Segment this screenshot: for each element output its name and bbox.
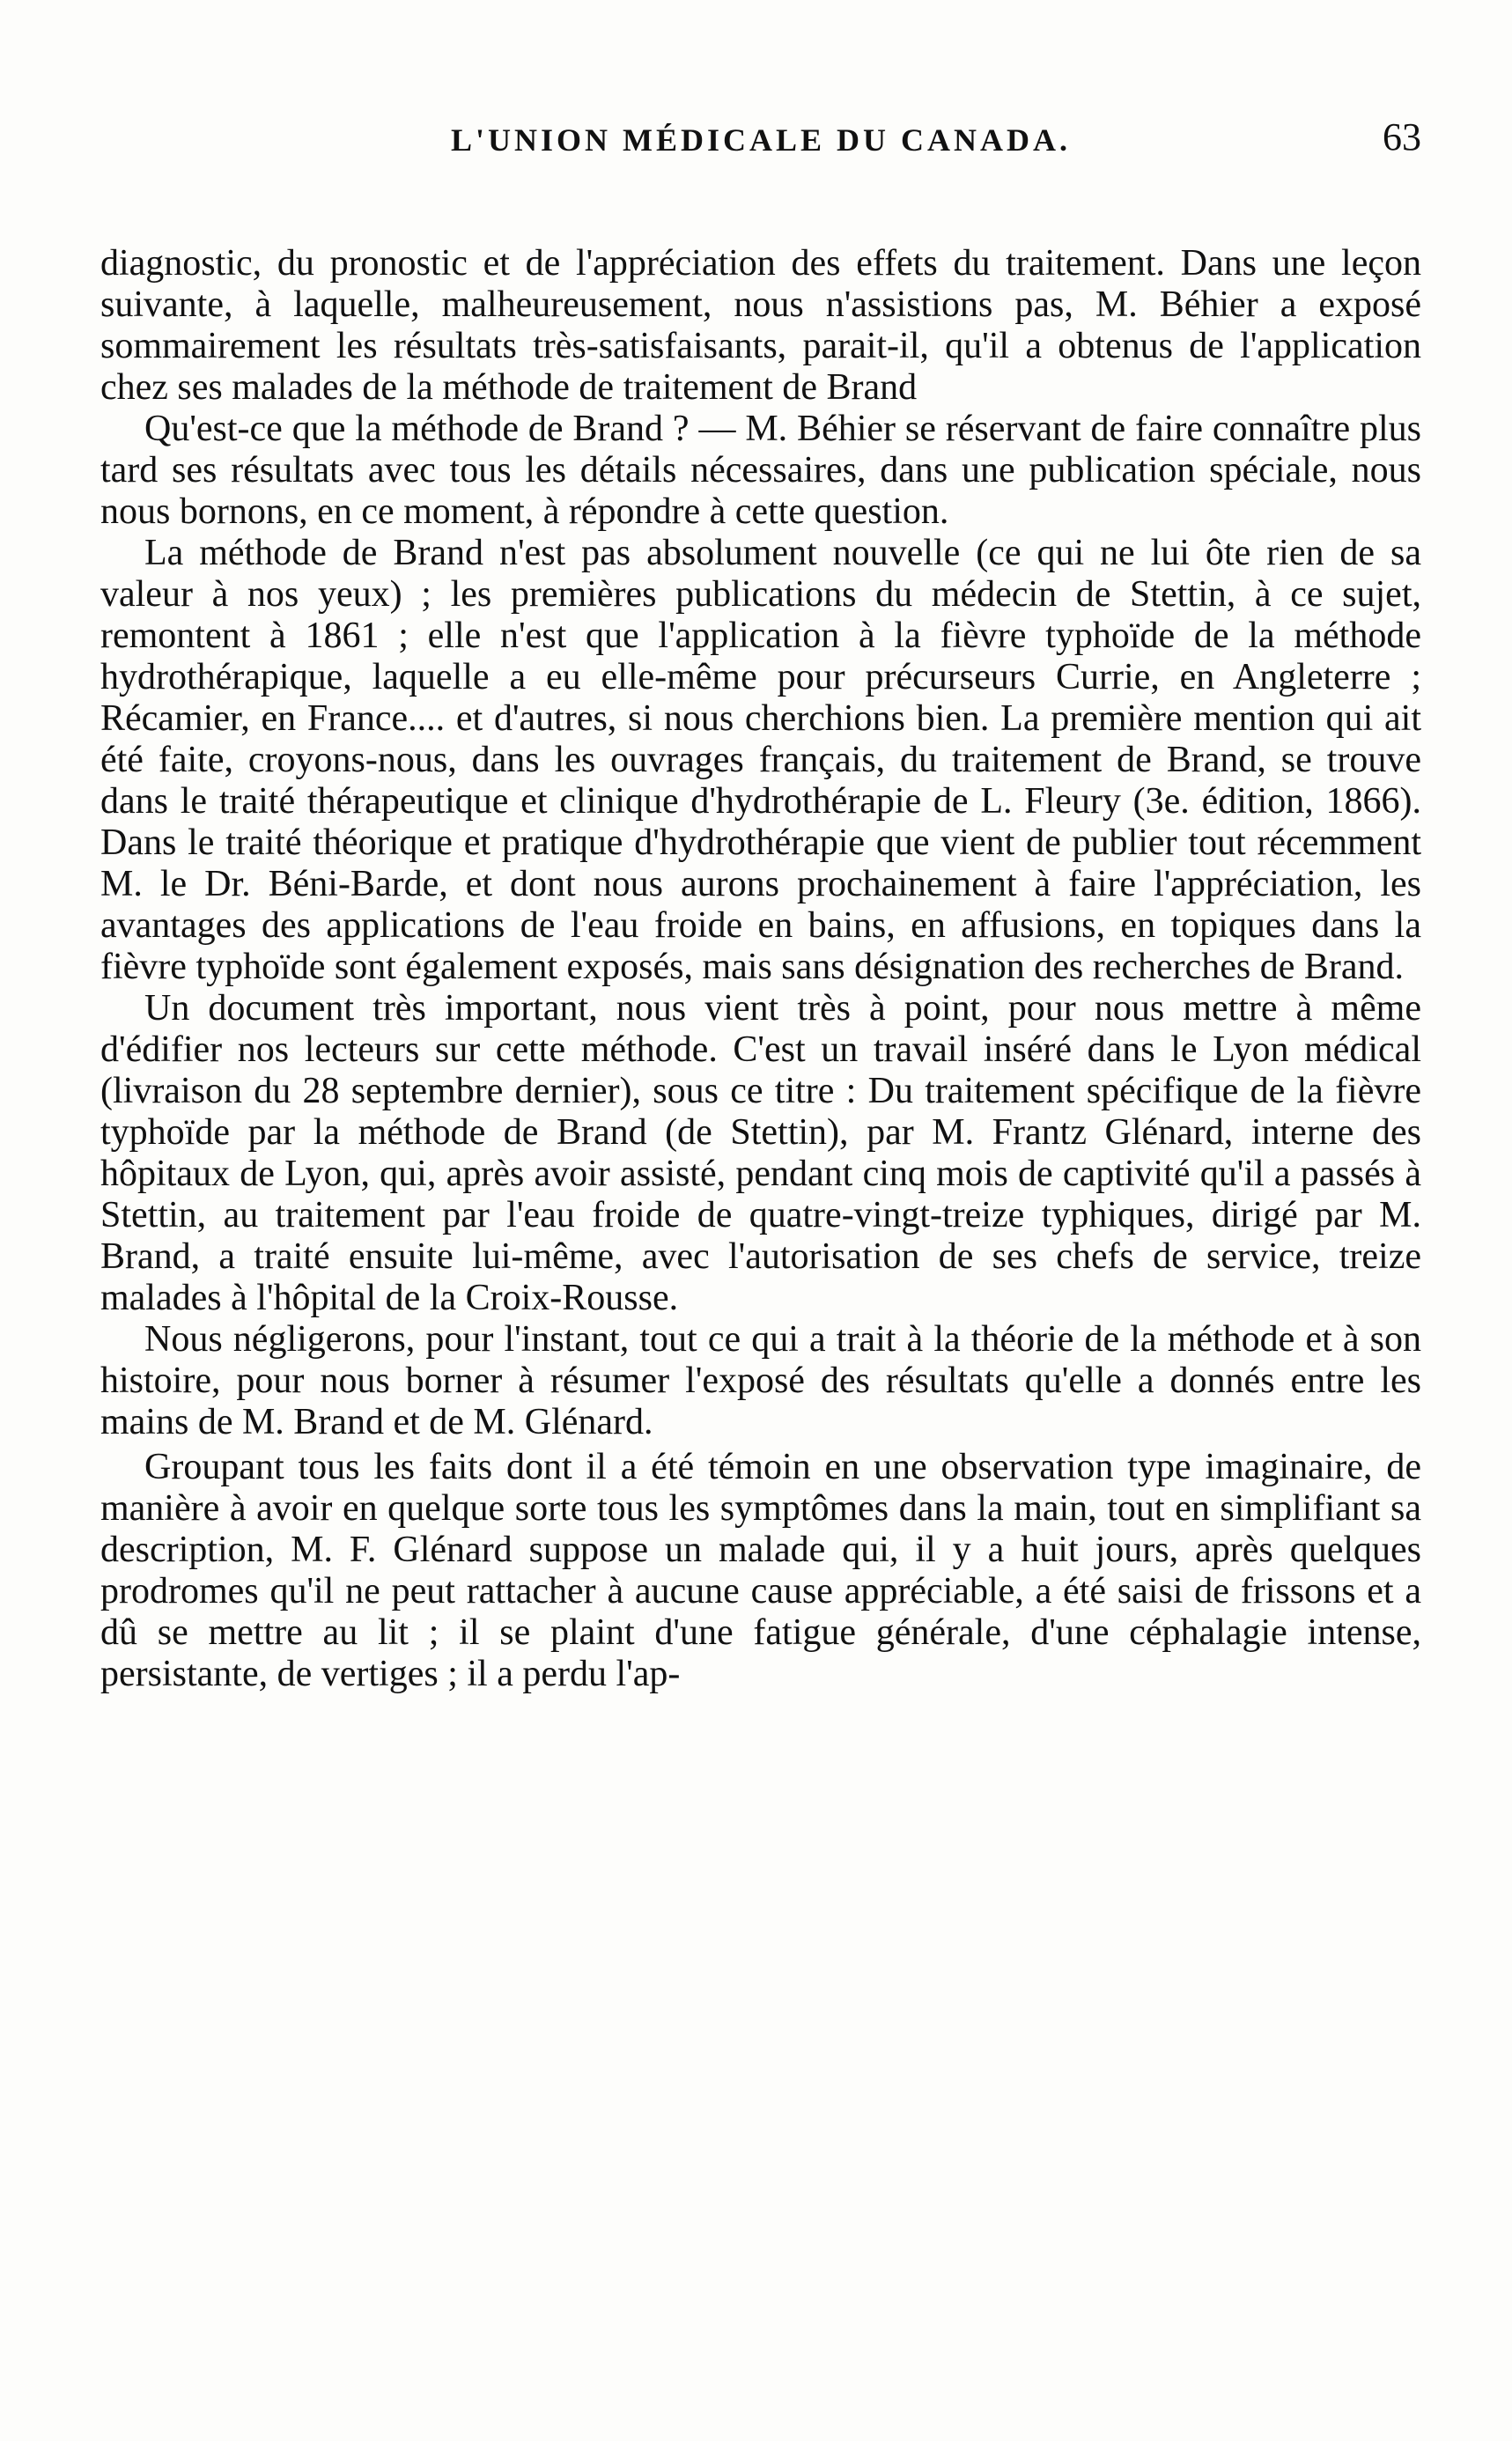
paragraph-1: diagnostic, du pronostic et de l'appréciation des effets du traitement. Dans une leçon suivante, à laquelle, malheureusement, nous n'assistions pas, M. Béhier a exposé sommairement les résultats très-satisfaisants, parait-il, qu'il a obtenus de l'application chez ses malades de la méthode de traitement de Brand [100,243,1421,408]
body-text [100,243,1421,1695]
paragraph-5: Nous négligerons, pour l'instant, tout ce qui a trait à la théorie de la méthode et à son histoire, pour nous borner à résumer l'exposé des résultats qu'elle a donnés entre les mains de M. Brand et de M. Glénard. [100,1319,1421,1442]
page-number: 63 [1383,115,1421,159]
paragraph-3: La méthode de Brand n'est pas absolument nouvelle (ce qui ne lui ôte rien de sa valeur à nos yeux) ; les premières publications du médecin de Stettin, à ce sujet, remontent à 1861 ; elle n'est que l'application à la fièvre typhoïde de la méthode hydrothérapique, laquelle a eu elle-même pour précurseurs Currie, en Angleterre ; Récamier, en France.... et d'autres, si nous cherchions bien. La première mention qui ait été faite, croyons-nous, dans les ouvrages français, du traitement de Brand, se trouve dans le traité thérapeutique et clinique d'hydrothérapie de L. Fleury (3e. édition, 1866). Dans le traité théorique et pratique d'hydrothérapie que vient de publier tout récemment M. le Dr. Béni-Barde, et dont nous aurons prochainement à faire l'appréciation, les avantages des applications de l'eau froide en bains, en affusions, en topiques dans la fièvre typhoïde sont également exposés, mais sans désignation des recherches de Brand. [100,533,1421,987]
paragraph-2: Qu'est-ce que la méthode de Brand ? — M. Béhier se réservant de faire connaître plus tard ses résultats avec tous les détails nécessaires, dans une publication spéciale, nous nous bornons, en ce moment, à répondre à cette question. [100,409,1421,532]
paragraph-4: Un document très important, nous vient très à point, pour nous mettre à même d'édifier nos lecteurs sur cette méthode. C'est un travail inséré dans le Lyon médical (livraison du 28 septembre dernier), sous ce titre : Du traitement spécifique de la fièvre typhoïde par la méthode de Brand (de Stettin), par M. Frantz Glénard, interne des hôpitaux de Lyon, qui, après avoir assisté, pendant cinq mois de captivité qu'il a passés à Stettin, au traitement par l'eau froide de quatre-vingt-treize typhiques, dirigé par M. Brand, a traité ensuite lui-même, avec l'autorisation de ses chefs de service, treize malades à l'hôpital de la Croix-Rousse. [100,988,1421,1318]
paragraph-6: Groupant tous les faits dont il a été témoin en une observation type imaginaire, de manière à avoir en quelque sorte tous les symptômes dans la main, tout en simplifiant sa description, M. F. Glénard suppose un malade qui, il y a huit jours, après quelques prodromes qu'il ne peut rattacher à aucune cause appréciable, a été saisi de frissons et a dû se mettre au lit ; il se plaint d'une fatigue générale, d'une céphalagie intense, persistante, de vertiges ; il a perdu l'ap- [100,1447,1421,1694]
running-head: L'UNION MÉDICALE DU CANADA. [450,122,1072,158]
document-page [100,111,1421,1695]
page-header [100,111,1421,173]
